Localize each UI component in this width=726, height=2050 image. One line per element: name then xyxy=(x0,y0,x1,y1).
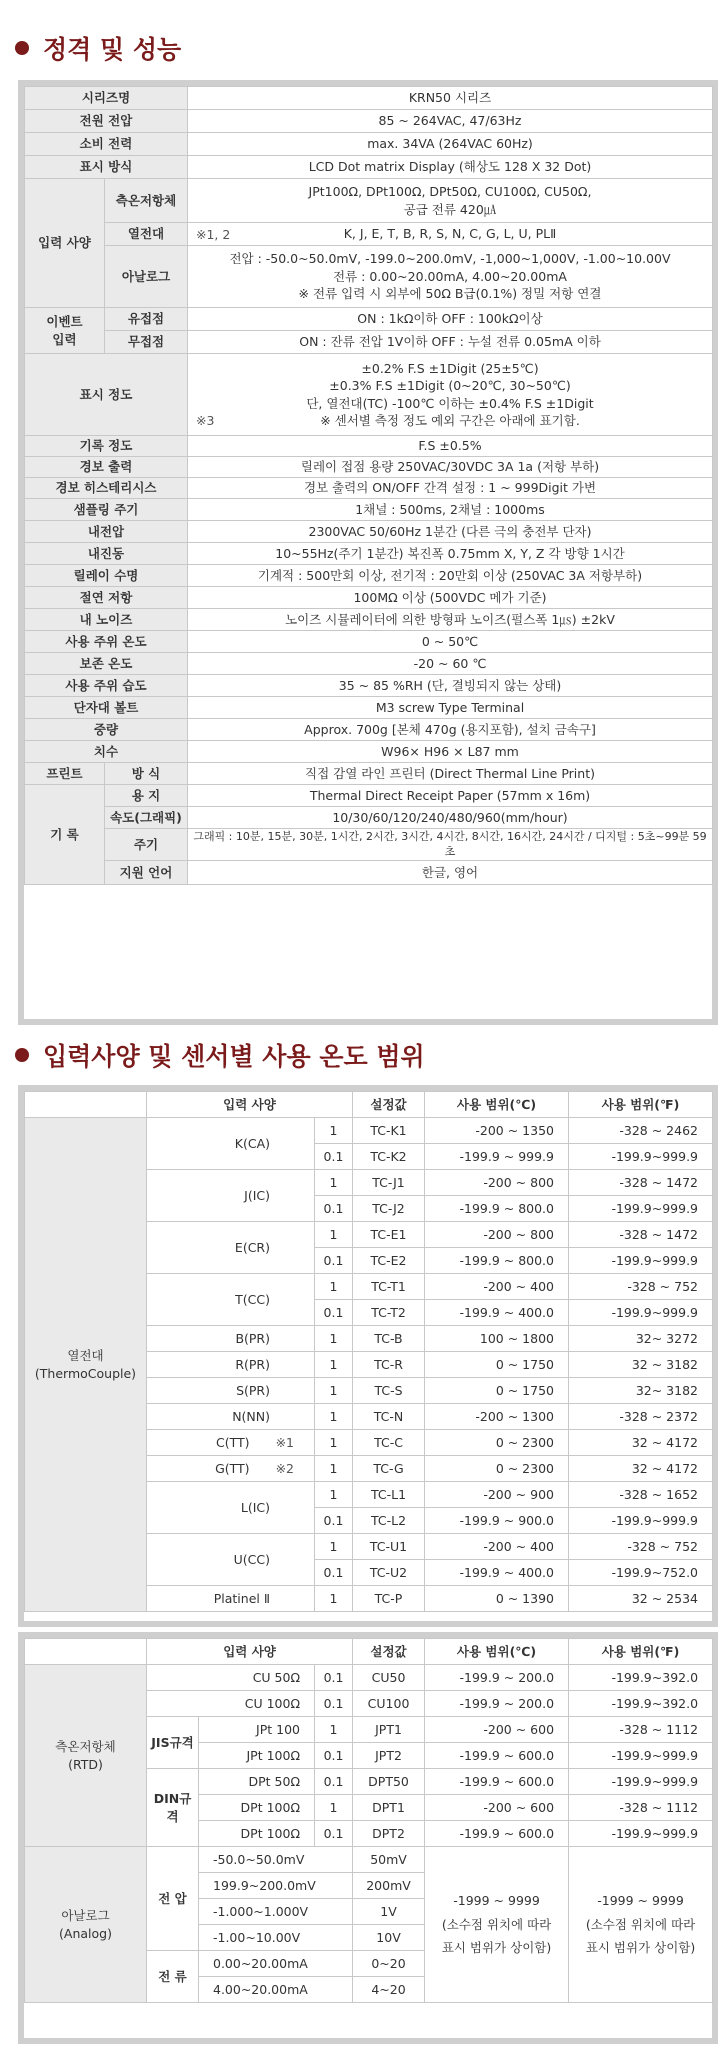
tc-set-value: TC-E1 xyxy=(353,1222,425,1248)
tc-range-f: 32~ 3182 xyxy=(569,1378,713,1404)
tc-set-value: TC-S xyxy=(353,1378,425,1404)
rtd-range-c: -199.9 ~ 600.0 xyxy=(425,1743,569,1769)
event-input-label-line-1: 이벤트 xyxy=(46,314,83,329)
rtd-range-f: -199.9~999.9 xyxy=(569,1769,713,1795)
rtd-set-value: DPT50 xyxy=(353,1769,425,1795)
tc-set-value: TC-T2 xyxy=(353,1300,425,1326)
analog-set-value: 10V xyxy=(353,1925,425,1951)
jis-standard-label: JIS규격 xyxy=(147,1717,199,1769)
tc-range-f: 32~ 3272 xyxy=(569,1326,713,1352)
period-value: 그래픽 : 10분, 15분, 30분, 1시간, 2시간, 3시간, 4시간, 8시간, 16시간, 24시간 / 디지털 : 5초~99분 59초 xyxy=(188,829,713,861)
ambient-temp-value: 0 ~ 50℃ xyxy=(188,631,713,653)
tc-resolution: 1 xyxy=(315,1378,353,1404)
tc-sensor-cell xyxy=(147,1586,315,1612)
tc-range-f: -328 ~ 2372 xyxy=(569,1404,713,1430)
tc-range-c: -200 ~ 800 xyxy=(425,1222,569,1248)
tc-range-f: -328 ~ 1652 xyxy=(569,1482,713,1508)
contact-label: 유접점 xyxy=(105,308,188,331)
display-accuracy-label: 표시 정도 xyxy=(25,354,188,436)
tc-range-f: -199.9~999.9 xyxy=(569,1300,713,1326)
section-1-title: 정격 및 성능 xyxy=(43,35,182,64)
current-label: 전 류 xyxy=(147,1951,199,2003)
tc-range-c: -200 ~ 900 xyxy=(425,1482,569,1508)
spec-table xyxy=(24,86,713,885)
power-consumption-value: max. 34VA (264VAC 60Hz) xyxy=(188,133,713,156)
rtd-resolution: 1 xyxy=(315,1795,353,1821)
rtd-range-c: -200 ~ 600 xyxy=(425,1795,569,1821)
accuracy-note: ※3 xyxy=(196,412,215,428)
tc-sensor-cell xyxy=(147,1170,315,1222)
analog-set-value: 200mV xyxy=(353,1873,425,1899)
section-1-header xyxy=(15,30,181,66)
tc-sensor-cell xyxy=(147,1274,315,1326)
voltage-label: 전 압 xyxy=(147,1847,199,1951)
tc-set-value: TC-K2 xyxy=(353,1144,425,1170)
tc-header-range-c: 사용 범위(℃) xyxy=(425,1092,569,1118)
analog-range-f xyxy=(569,1847,713,2003)
tc-range-c: -200 ~ 1350 xyxy=(425,1118,569,1144)
vibration-label: 내진동 xyxy=(25,543,188,565)
accuracy-line-2: ±0.3% F.S ±1Digit (0~20℃, 30~50℃) xyxy=(329,378,571,393)
tc-note: ※1, 2 xyxy=(196,227,231,242)
tc-resolution: 0.1 xyxy=(315,1300,353,1326)
tc-set-value: TC-J1 xyxy=(353,1170,425,1196)
analog-range: -1.00~10.00V xyxy=(199,1925,353,1951)
noncontact-label: 무접점 xyxy=(105,331,188,354)
tc-resolution: 0.1 xyxy=(315,1196,353,1222)
tc-panel xyxy=(18,1085,718,1627)
tc-set-value: TC-U2 xyxy=(353,1560,425,1586)
analog-range-f-line-1: -1999 ~ 9999 xyxy=(597,1892,684,1908)
rtd-label: 측온저항체 xyxy=(105,179,188,223)
tc-sensor-cell xyxy=(147,1378,315,1404)
analog-line-2: 전류 : 0.00~20.00mA, 4.00~20.00mA xyxy=(333,268,567,284)
rtd-analog-table xyxy=(24,1638,713,2003)
tc-sensor-name: J(IC) xyxy=(244,1187,270,1203)
rtd-analog-panel xyxy=(18,1632,718,2044)
tc-range-f: -328 ~ 752 xyxy=(569,1534,713,1560)
ambient-humidity-label: 사용 주위 습도 xyxy=(25,675,188,697)
tc-table xyxy=(24,1091,713,1612)
rtd-header-range-c: 사용 범위(℃) xyxy=(425,1639,569,1665)
rtd-sensor: JPt 100 xyxy=(199,1717,315,1743)
storage-temp-value: -20 ~ 60 ℃ xyxy=(188,653,713,675)
tc-resolution: 1 xyxy=(315,1170,353,1196)
thermocouple-label-line-1: 열전대 xyxy=(67,1348,104,1363)
storage-temp-label: 보존 온도 xyxy=(25,653,188,675)
rtd-sensor: DPt 50Ω xyxy=(199,1769,315,1795)
rtd-set-value: JPT2 xyxy=(353,1743,425,1769)
tc-range-f: 32 ~ 4172 xyxy=(569,1456,713,1482)
event-input-label xyxy=(25,308,105,354)
noncontact-value: ON : 잔류 전압 1V이하 OFF : 누설 전류 0.05mA 이하 xyxy=(188,331,713,354)
tc-sensor-name: U(CC) xyxy=(233,1551,270,1567)
tc-set-value: TC-B xyxy=(353,1326,425,1352)
tc-range-c: -199.9 ~ 800.0 xyxy=(425,1196,569,1222)
ambient-humidity-value: 35 ~ 85 %RH (단, 결빙되지 않는 상태) xyxy=(188,675,713,697)
analog-table-label xyxy=(25,1847,147,2003)
tc-sensor-note: ※2 xyxy=(275,1460,294,1476)
rtd-set-value: JPT1 xyxy=(353,1717,425,1743)
tc-label: 열전대 xyxy=(105,223,188,246)
thermocouple-label xyxy=(25,1118,147,1612)
tc-resolution: 1 xyxy=(315,1404,353,1430)
insulation-value: 100MΩ 이상 (500VDC 메가 기준) xyxy=(188,587,713,609)
alarm-output-value: 릴레이 접점 용량 250VAC/30VDC 3A 1a (저항 부하) xyxy=(188,457,713,478)
rtd-resolution: 0.1 xyxy=(315,1691,353,1717)
tc-sensor-name: L(IC) xyxy=(240,1499,270,1515)
sampling-value: 1채널 : 500ms, 2채널 : 1000ms xyxy=(188,499,713,521)
rtd-range-f: -328 ~ 1112 xyxy=(569,1717,713,1743)
analog-label-line-1: 아날로그 xyxy=(61,1908,110,1923)
tc-resolution: 1 xyxy=(315,1586,353,1612)
tc-range-f: -328 ~ 1472 xyxy=(569,1170,713,1196)
tc-range-c: -199.9 ~ 999.9 xyxy=(425,1144,569,1170)
tc-set-value: TC-P xyxy=(353,1586,425,1612)
tc-resolution: 1 xyxy=(315,1118,353,1144)
language-value: 한글, 영어 xyxy=(188,860,713,884)
tc-range-c: -200 ~ 400 xyxy=(425,1274,569,1300)
tc-sensor-cell xyxy=(147,1456,315,1482)
tc-sensor-name: G(TT) xyxy=(215,1460,250,1476)
analog-line-1: 전압 : -50.0~50.0mV, -199.0~200.0mV, -1,000~1,000V, -1.00~10.00V xyxy=(229,251,671,267)
power-voltage-value: 85 ~ 264VAC, 47/63Hz xyxy=(188,110,713,133)
tc-resolution: 1 xyxy=(315,1456,353,1482)
display-method-label: 표시 방식 xyxy=(25,156,188,179)
tc-sensor-cell xyxy=(147,1534,315,1586)
tc-range-c: 0 ~ 2300 xyxy=(425,1456,569,1482)
tc-resolution: 1 xyxy=(315,1352,353,1378)
tc-sensor-name: E(CR) xyxy=(234,1239,270,1255)
tc-set-value: TC-N xyxy=(353,1404,425,1430)
tc-range-c: -199.9 ~ 900.0 xyxy=(425,1508,569,1534)
rtd-label-line-2: (RTD) xyxy=(68,1756,103,1772)
tc-set-value: TC-K1 xyxy=(353,1118,425,1144)
analog-range-c xyxy=(425,1847,569,2003)
analog-range-f-line-3: 표시 범위가 상이함) xyxy=(585,1940,696,1956)
rtd-row xyxy=(25,1665,713,1691)
accuracy-line-3: 단, 열전대(TC) -100℃ 이하는 ±0.4% F.S ±1Digit xyxy=(306,395,594,411)
noise-label: 내 노이즈 xyxy=(25,609,188,631)
tc-range-c: -199.9 ~ 800.0 xyxy=(425,1248,569,1274)
tc-resolution: 0.1 xyxy=(315,1248,353,1274)
rtd-resolution: 0.1 xyxy=(315,1665,353,1691)
tc-types: K, J, E, T, B, R, S, N, C, G, L, U, PLⅡ xyxy=(343,226,557,242)
dimensions-label: 치수 xyxy=(25,741,188,763)
relay-life-value: 기계적 : 500만회 이상, 전기적 : 20만회 이상 (250VAC 3A 저항부하) xyxy=(188,565,713,587)
rtd-value xyxy=(188,179,713,223)
tc-range-f: -199.9~752.0 xyxy=(569,1560,713,1586)
tc-sensor-name: R(PR) xyxy=(235,1356,270,1372)
tc-sensor-cell xyxy=(147,1222,315,1274)
tc-sensor-cell xyxy=(147,1430,315,1456)
relay-life-label: 릴레이 수명 xyxy=(25,565,188,587)
tc-sensor-name: C(TT) xyxy=(216,1434,250,1450)
weight-value: Approx. 700g [본체 470g (용지포함), 설치 금속구] xyxy=(188,719,713,741)
record-accuracy-label: 기록 정도 xyxy=(25,436,188,457)
tc-resolution: 0.1 xyxy=(315,1144,353,1170)
tc-row xyxy=(25,1118,713,1144)
rtd-resolution: 1 xyxy=(315,1717,353,1743)
analog-range-c-line-1: -1999 ~ 9999 xyxy=(453,1892,540,1908)
tc-range-f: -199.9~999.9 xyxy=(569,1248,713,1274)
tc-sensor-name: Platinel Ⅱ xyxy=(213,1590,270,1606)
tc-set-value: TC-C xyxy=(353,1430,425,1456)
analog-value xyxy=(188,246,713,308)
rtd-set-value: CU100 xyxy=(353,1691,425,1717)
thermocouple-label-line-2: (ThermoCouple) xyxy=(34,1365,137,1381)
tc-resolution: 1 xyxy=(315,1274,353,1300)
tc-sensor-name: T(CC) xyxy=(235,1291,270,1307)
tc-set-value: TC-R xyxy=(353,1352,425,1378)
tc-value xyxy=(188,223,713,246)
tc-header-input: 입력 사양 xyxy=(147,1092,353,1118)
tc-sensor-name: B(PR) xyxy=(235,1330,270,1346)
analog-set-value: 50mV xyxy=(353,1847,425,1873)
rtd-range-f: -199.9~999.9 xyxy=(569,1821,713,1847)
tc-set-value: TC-E2 xyxy=(353,1248,425,1274)
period-label: 주기 xyxy=(105,829,188,861)
rtd-sensor: DPt 100Ω xyxy=(199,1821,315,1847)
tc-range-c: -200 ~ 400 xyxy=(425,1534,569,1560)
series-label: 시리즈명 xyxy=(25,87,188,110)
bullet-icon xyxy=(15,41,29,55)
section-2-title: 입력사양 및 센서별 사용 온도 범위 xyxy=(43,1042,425,1071)
tc-range-f: -328 ~ 2462 xyxy=(569,1118,713,1144)
rtd-header-range-f: 사용 범위(℉) xyxy=(569,1639,713,1665)
bullet-icon xyxy=(15,1048,29,1062)
paper-value: Thermal Direct Receipt Paper (57mm x 16m) xyxy=(188,785,713,807)
display-method-value: LCD Dot matrix Display (해상도 128 X 32 Dot) xyxy=(188,156,713,179)
tc-set-value: TC-L2 xyxy=(353,1508,425,1534)
analog-set-value: 4~20 xyxy=(353,1977,425,2003)
rtd-line-1: JPt100Ω, DPt100Ω, DPt50Ω, CU100Ω, CU50Ω, xyxy=(308,184,592,199)
tc-sensor-cell xyxy=(147,1404,315,1430)
analog-range: 199.9~200.0mV xyxy=(199,1873,353,1899)
spec-panel xyxy=(18,80,718,1025)
insulation-label: 절연 저항 xyxy=(25,587,188,609)
tc-resolution: 1 xyxy=(315,1326,353,1352)
noise-value: 노이즈 시뮬레이터에 의한 방형파 노이즈(펄스폭 1㎲) ±2kV xyxy=(188,609,713,631)
rtd-range-c: -199.9 ~ 600.0 xyxy=(425,1821,569,1847)
analog-range: 0.00~20.00mA xyxy=(199,1951,353,1977)
printer-method-label: 방 식 xyxy=(105,763,188,785)
event-input-label-line-2: 입력 xyxy=(52,331,77,347)
tc-sensor-name: K(CA) xyxy=(234,1135,270,1151)
speed-label: 속도(그래픽) xyxy=(105,807,188,829)
series-value: KRN50 시리즈 xyxy=(188,87,713,110)
rtd-resolution: 0.1 xyxy=(315,1743,353,1769)
dielectric-label: 내전압 xyxy=(25,521,188,543)
tc-range-c: 0 ~ 1390 xyxy=(425,1586,569,1612)
tc-sensor-cell xyxy=(147,1326,315,1352)
display-accuracy-value xyxy=(188,354,713,436)
tc-resolution: 1 xyxy=(315,1430,353,1456)
rtd-label xyxy=(25,1665,147,1847)
rtd-range-c: -199.9 ~ 600.0 xyxy=(425,1769,569,1795)
rtd-range-c: -199.9 ~ 200.0 xyxy=(425,1691,569,1717)
record-accuracy-value: F.S ±0.5% xyxy=(188,436,713,457)
analog-label-line-2: (Analog) xyxy=(59,1925,112,1941)
rtd-label-line-1: 측온저항체 xyxy=(55,1739,116,1754)
rtd-range-f: -199.9~392.0 xyxy=(569,1665,713,1691)
tc-set-value: TC-J2 xyxy=(353,1196,425,1222)
tc-range-c: -199.9 ~ 400.0 xyxy=(425,1300,569,1326)
rtd-range-c: -200 ~ 600 xyxy=(425,1717,569,1743)
paper-label: 용 지 xyxy=(105,785,188,807)
rtd-header-input: 입력 사양 xyxy=(147,1639,353,1665)
analog-set-value: 0~20 xyxy=(353,1951,425,1977)
rtd-set-value: CU50 xyxy=(353,1665,425,1691)
analog-range: 4.00~20.00mA xyxy=(199,1977,353,2003)
rtd-resolution: 0.1 xyxy=(315,1821,353,1847)
rtd-resolution: 0.1 xyxy=(315,1769,353,1795)
tc-range-c: 0 ~ 1750 xyxy=(425,1378,569,1404)
tc-set-value: TC-L1 xyxy=(353,1482,425,1508)
tc-resolution: 1 xyxy=(315,1222,353,1248)
tc-range-f: -199.9~999.9 xyxy=(569,1508,713,1534)
dielectric-value: 2300VAC 50/60Hz 1분간 (다른 극의 충전부 단자) xyxy=(188,521,713,543)
accuracy-line-4: ※ 센서별 측정 정도 예외 구간은 아래에 표기함. xyxy=(320,413,580,428)
rtd-range-f: -328 ~ 1112 xyxy=(569,1795,713,1821)
tc-sensor-cell xyxy=(147,1482,315,1534)
alarm-hysteresis-label: 경보 히스테리시스 xyxy=(25,478,188,499)
rtd-range-c: -199.9 ~ 200.0 xyxy=(425,1665,569,1691)
tc-range-f: 32 ~ 2534 xyxy=(569,1586,713,1612)
record-label: 기 록 xyxy=(25,785,105,885)
tc-range-f: 32 ~ 3182 xyxy=(569,1352,713,1378)
analog-label: 아날로그 xyxy=(105,246,188,308)
tc-sensor-cell xyxy=(147,1118,315,1170)
terminal-bolt-value: M3 screw Type Terminal xyxy=(188,697,713,719)
tc-header-range-f: 사용 범위(℉) xyxy=(569,1092,713,1118)
accuracy-line-1: ±0.2% F.S ±1Digit (25±5℃) xyxy=(361,360,539,376)
terminal-bolt-label: 단자대 볼트 xyxy=(25,697,188,719)
tc-set-value: TC-T1 xyxy=(353,1274,425,1300)
tc-range-f: -199.9~999.9 xyxy=(569,1196,713,1222)
rtd-line-2: 공급 전류 420㎂ xyxy=(403,201,497,217)
tc-range-f: -328 ~ 752 xyxy=(569,1274,713,1300)
sampling-label: 샘플링 주기 xyxy=(25,499,188,521)
contact-value: ON : 1kΩ이하 OFF : 100kΩ이상 xyxy=(188,308,713,331)
tc-range-c: 0 ~ 2300 xyxy=(425,1430,569,1456)
analog-range-c-line-2: (소수점 위치에 따라 xyxy=(441,1916,552,1932)
tc-resolution: 1 xyxy=(315,1534,353,1560)
printer-method-value: 직접 감열 라인 프린터 (Direct Thermal Line Print) xyxy=(188,763,713,785)
tc-range-f: 32 ~ 4172 xyxy=(569,1430,713,1456)
analog-range: -1.000~1.000V xyxy=(199,1899,353,1925)
power-voltage-label: 전원 전압 xyxy=(25,110,188,133)
tc-range-c: -200 ~ 1300 xyxy=(425,1404,569,1430)
rtd-range-f: -199.9~999.9 xyxy=(569,1743,713,1769)
tc-resolution: 1 xyxy=(315,1482,353,1508)
speed-value: 10/30/60/120/240/480/960(mm/hour) xyxy=(188,807,713,829)
tc-set-value: TC-G xyxy=(353,1456,425,1482)
alarm-hysteresis-value: 경보 출력의 ON/OFF 간격 설정 : 1 ~ 999Digit 가변 xyxy=(188,478,713,499)
tc-header-set: 설정값 xyxy=(353,1092,425,1118)
printer-label: 프린트 xyxy=(25,763,105,785)
tc-range-c: 0 ~ 1750 xyxy=(425,1352,569,1378)
tc-resolution: 0.1 xyxy=(315,1560,353,1586)
power-consumption-label: 소비 전력 xyxy=(25,133,188,156)
vibration-value: 10~55Hz(주기 1분간) 복진폭 0.75mm X, Y, Z 각 방향 1시간 xyxy=(188,543,713,565)
tc-range-f: -328 ~ 1472 xyxy=(569,1222,713,1248)
input-spec-label: 입력 사양 xyxy=(25,179,105,308)
tc-range-c: -200 ~ 800 xyxy=(425,1170,569,1196)
rtd-sensor: CU 50Ω xyxy=(147,1665,315,1691)
dimensions-value: W96× H96 × L87 mm xyxy=(188,741,713,763)
tc-sensor-name: S(PR) xyxy=(236,1382,270,1398)
tc-range-f: -199.9~999.9 xyxy=(569,1144,713,1170)
analog-range: -50.0~50.0mV xyxy=(199,1847,353,1873)
tc-set-value: TC-U1 xyxy=(353,1534,425,1560)
tc-sensor-name: N(NN) xyxy=(232,1408,270,1424)
section-2-header xyxy=(15,1037,425,1073)
tc-range-c: 100 ~ 1800 xyxy=(425,1326,569,1352)
analog-set-value: 1V xyxy=(353,1899,425,1925)
language-label: 지원 언어 xyxy=(105,860,188,884)
rtd-sensor: DPt 100Ω xyxy=(199,1795,315,1821)
rtd-sensor: CU 100Ω xyxy=(147,1691,315,1717)
tc-sensor-cell xyxy=(147,1352,315,1378)
din-standard-label: DIN규격 xyxy=(147,1769,199,1847)
weight-label: 중량 xyxy=(25,719,188,741)
rtd-set-value: DPT2 xyxy=(353,1821,425,1847)
alarm-output-label: 경보 출력 xyxy=(25,457,188,478)
ambient-temp-label: 사용 주위 온도 xyxy=(25,631,188,653)
analog-range-c-line-3: 표시 범위가 상이함) xyxy=(441,1940,552,1956)
analog-range-f-line-2: (소수점 위치에 따라 xyxy=(585,1916,696,1932)
analog-row xyxy=(25,1847,713,1873)
rtd-header-set: 설정값 xyxy=(353,1639,425,1665)
tc-resolution: 0.1 xyxy=(315,1508,353,1534)
rtd-set-value: DPT1 xyxy=(353,1795,425,1821)
tc-range-c: -199.9 ~ 400.0 xyxy=(425,1560,569,1586)
analog-line-3: ※ 전류 입력 시 외부에 50Ω B급(0.1%) 정밀 저항 연결 xyxy=(298,286,602,302)
tc-sensor-note: ※1 xyxy=(275,1434,294,1450)
rtd-range-f: -199.9~392.0 xyxy=(569,1691,713,1717)
rtd-sensor: JPt 100Ω xyxy=(199,1743,315,1769)
